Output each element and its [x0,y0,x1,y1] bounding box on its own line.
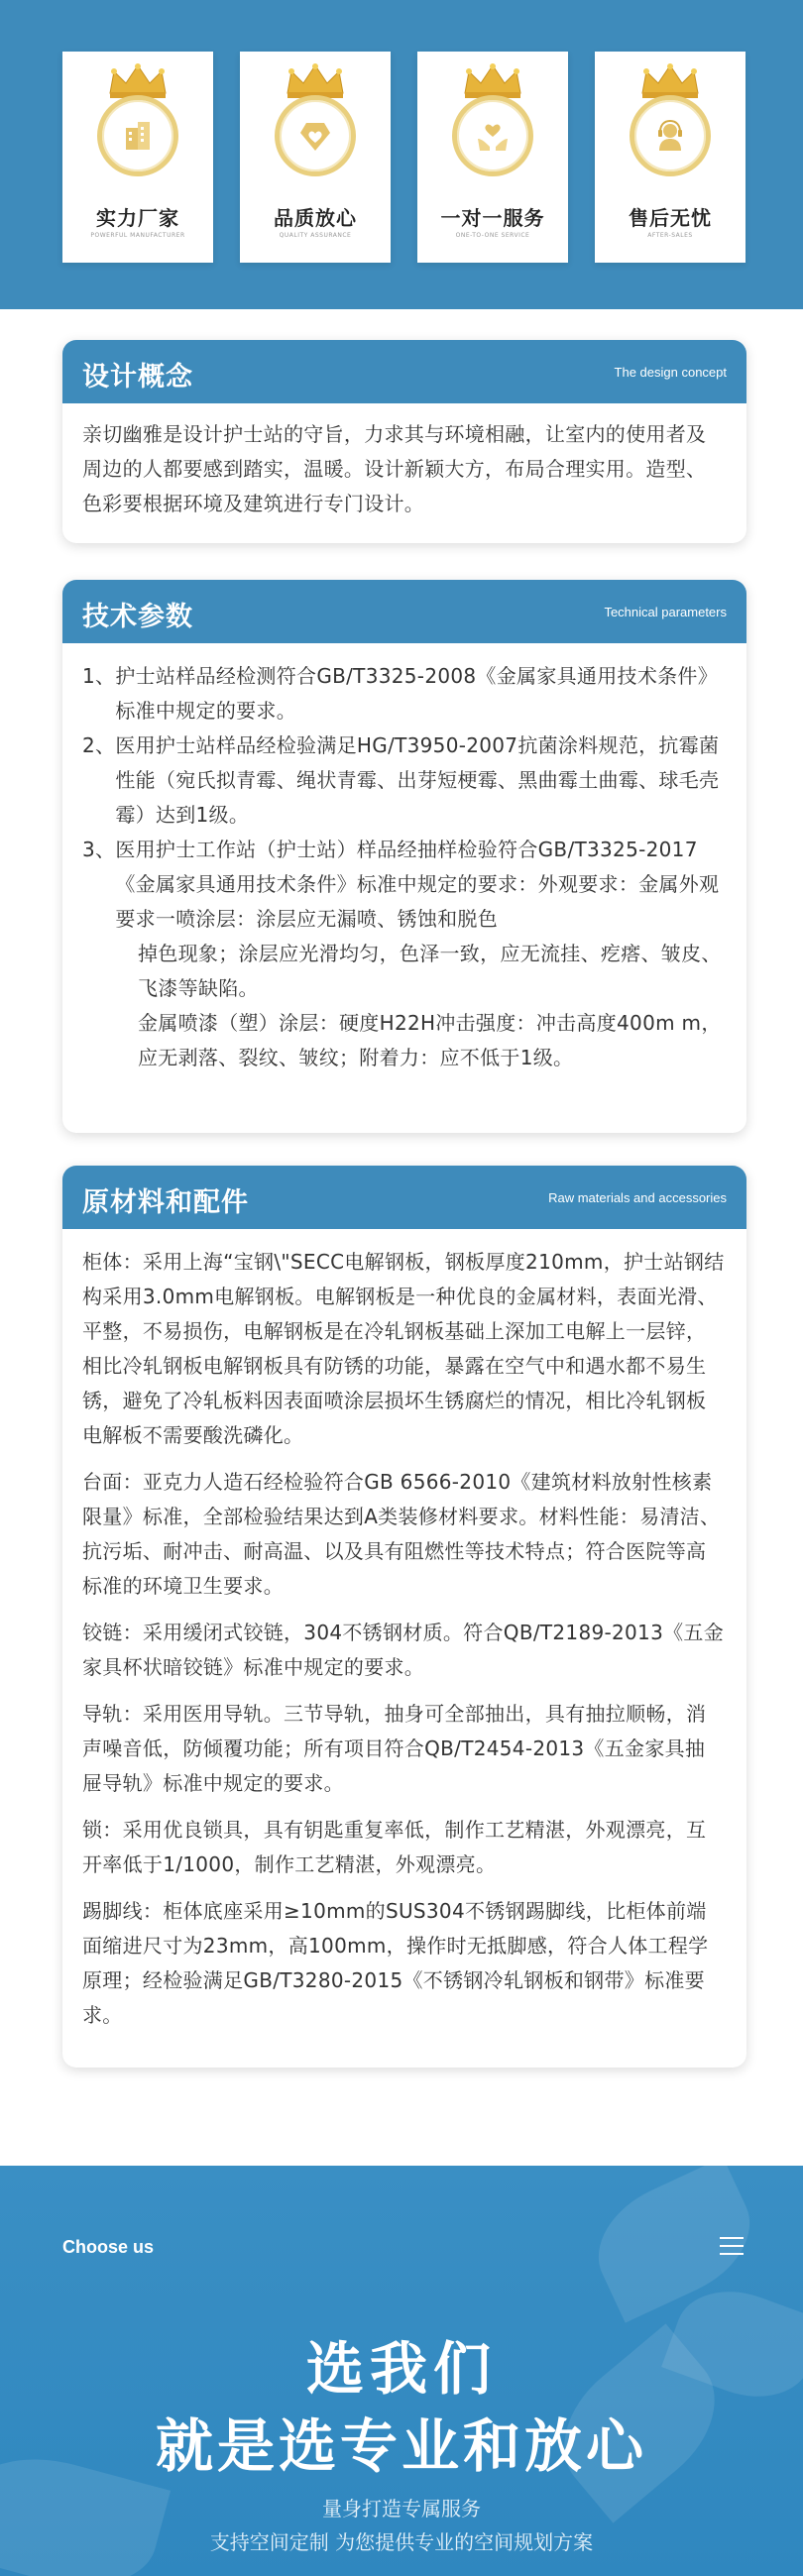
hands-heart-icon [474,117,512,155]
feature-subtitle: POWERFUL MANUFACTURER [90,232,185,239]
diamond-heart-icon [296,117,334,155]
feature-title: 品质放心 [274,206,357,230]
tech-item-text: 医用护士工作站（护士站）样品经抽样检验符合GB/T3325-2017《金属家具通用技术条件》标准中规定的要求：外观要求：金属外观要求一喷涂层：涂层应无漏喷、锈蚀和脱色 [115,838,720,931]
banner-subtitle-2: 支持空间定制 为您提供专业的空间规划方案 [209,2530,594,2554]
feature-card-quality [240,52,391,263]
tech-detail-line: 金属喷漆（塑）涂层：硬度H22H冲击强度：冲击高度400m m，应无剥落、裂纹、皱纹；附着力：应不低于1级。 [138,1011,722,1069]
tech-item [82,833,725,937]
tech-item-number: 1、 [82,664,116,688]
feature-card-service [417,52,568,263]
tech-item-number: 3、 [82,838,116,861]
support-agent-icon [651,117,689,155]
section-title-en: Raw materials and accessories [548,1190,727,1205]
tech-item-number: 2、 [82,733,116,757]
crown-icon [461,63,524,99]
tech-item-text: 医用护士站样品经检验满足HG/T3950-2007抗菌涂料规范，抗霉菌性能（宛氏拟青霉、绳状青霉、出芽短梗霉、黑曲霉土曲霉、球毛壳霉）达到1级。 [115,733,720,827]
section-title: 原材料和配件 [82,1187,249,1218]
tech-item-text: 护士站样品经检测符合GB/T3325-2008《金属家具通用技术条件》标准中规定的要求。 [115,664,719,723]
section-title-en: Technical parameters [604,605,727,619]
feature-band [0,0,803,309]
crown-icon [106,63,170,99]
material-paragraph-skirting: 踢脚线：柜体底座采用≥10mm的SUS304不锈钢踢脚线，比柜体前端面缩进尺寸为23mm，高100mm，操作时无抵脚感，符合人体工程学原理；经检验满足GB/T3280-2015《不锈钢冷轧钢板和钢带》标准要求。 [82,1899,709,2027]
tech-item [82,659,725,728]
material-paragraph-lock: 锁：采用优良锁具，具有钥匙重复率低，制作工艺精湛，外观漂亮，互开率低于1/1000，制作工艺精湛，外观漂亮。 [82,1818,707,1876]
medal [630,95,711,176]
feature-title: 一对一服务 [440,206,545,230]
tech-params-section [62,580,746,1133]
feature-subtitle: QUALITY ASSURANCE [279,232,352,239]
material-paragraph-cabinet: 柜体：采用上海“宝钢\"SECC电解钢板，钢板厚度210mm，护士站钢结构采用3.0mm电解钢板。电解钢板是一种优良的金属材料，表面光滑、平整，不易损伤，电解钢板是在冷轧钢板基础上深加工电解上一层锌，相比冷轧钢板电解钢板具有防锈的功能，暴露在空气中和遇水都不易生锈，避免了冷轧板料因表面喷涂层损坏生锈腐烂的情况，相比冷轧钢板电解板不需要酸洗磷化。 [82,1250,725,1447]
materials-section [62,1166,746,2068]
feature-card-strength [62,52,213,263]
crown-icon [284,63,347,99]
feature-subtitle: ONE-TO-ONE SERVICE [455,232,530,239]
crown-icon [638,63,702,99]
section-header [62,340,746,403]
feature-subtitle: AFTER-SALES [647,232,693,239]
feature-title: 实力厂家 [96,206,179,230]
section-body [62,403,746,541]
design-text: 亲切幽雅是设计护士站的守旨，力求其与环境相融，让室内的使用者及周边的人都要感到踏实，温暖。设计新颖大方，布局合理实用。造型、色彩要根据环境及建筑进行专门设计。 [82,422,707,515]
medal [452,95,533,176]
section-title-en: The design concept [614,365,727,380]
section-header [62,580,746,643]
feature-title: 售后无忧 [629,206,712,230]
section-header [62,1166,746,1229]
banner-subtitle: 量身打造专属服务 [322,2497,481,2520]
material-paragraph-countertop: 台面：亚克力人造石经检验符合GB 6566-2010《建筑材料放射性核素限量》标准，全部检验结果达到A类装修材料要求。材料性能：易清洁、抗污垢、耐冲击、耐高温、以及具有阻燃性等技术特点；符合医院等高标准的环境卫生要求。 [82,1470,721,1598]
banner-headline-2: 就是选专业和放心 [155,2412,647,2480]
banner-headline: 选我们 [305,2335,497,2403]
medal [97,95,178,176]
medal [275,95,356,176]
tech-item [82,728,725,833]
section-title: 技术参数 [82,602,193,632]
choose-us-banner [0,2166,803,2576]
choose-us-label: Choose us [62,2237,155,2257]
feature-card-aftersales [595,52,746,263]
material-paragraph-rail: 导轨：采用医用导轨。三节导轨，抽身可全部抽出，具有抽拉顺畅，消声噪音低，防倾覆功能；所有项目符合QB/T2454-2013《五金家具抽屉导轨》标准中规定的要求。 [82,1702,707,1795]
menu-icon[interactable] [720,2237,744,2257]
tech-detail-line: 掉色现象；涂层应光滑均匀，色泽一致，应无流挂、疙瘩、皱皮、飞漆等缺陷。 [138,942,722,1000]
design-concept-section [62,340,746,543]
material-paragraph-hinge: 铰链：采用缓闭式铰链，304不锈钢材质。符合QB/T2189-2013《五金家具杯状暗铰链》标准中规定的要求。 [82,1621,725,1679]
building-icon [120,118,156,154]
section-body [62,643,746,1095]
section-title: 设计概念 [82,362,193,392]
section-body [62,1229,746,2053]
